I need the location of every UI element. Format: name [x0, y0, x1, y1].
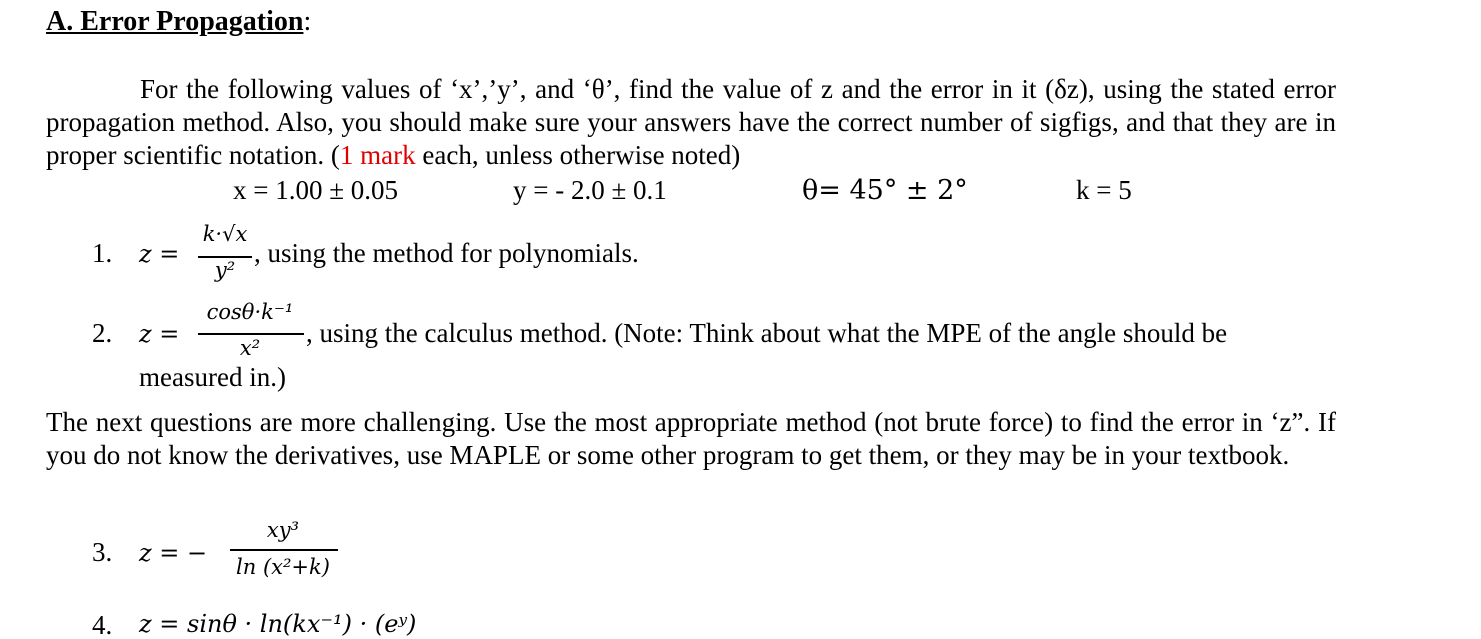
- intro-text-b: each, unless otherwise noted): [415, 140, 741, 170]
- q3-denominator: ln (x²+k): [236, 555, 330, 579]
- intro-text-a: For the following values of ‘x’,’y’, and ‘θ’, find the value of z and the error in it (δz), using the stated error propagation method. Also, you should make sure your answers have the correct number of sigfigs, and that they are in proper scientific notation. (: [46, 74, 1336, 170]
- q2-denominator: x²: [239, 336, 261, 360]
- q2-text: , using the calculus method. (Note: Think about what the MPE of the angle should be: [306, 318, 1228, 348]
- section-heading: [46, 6, 311, 38]
- q1-denominator: y²: [214, 258, 236, 282]
- mark-value: 1 mark: [339, 140, 416, 170]
- value-y: y = - 2.0 ± 0.1: [513, 175, 667, 205]
- q2-text-continued: measured in.): [139, 362, 286, 392]
- section-title: A. Error Propagation: [46, 6, 304, 37]
- q1-lhs: z =: [139, 240, 180, 268]
- value-theta: [802, 175, 968, 206]
- intro-paragraph: [46, 73, 1336, 172]
- q3-numerator: xy³: [266, 518, 300, 542]
- q4-expression: z = sinθ · ln(kx⁻¹) · (eʸ): [139, 610, 417, 638]
- q2-numerator: cosθ·k⁻¹: [206, 300, 294, 324]
- q2-lhs: z =: [139, 320, 180, 348]
- value-theta-text: θ= 45° ± 2°: [802, 175, 968, 206]
- q3-number: 3.: [92, 537, 113, 567]
- value-k: k = 5: [1076, 175, 1132, 205]
- value-x: x = 1.00 ± 0.05: [233, 175, 399, 205]
- q3-lhs: z = −: [139, 539, 208, 567]
- q2-fraction-bar: [198, 333, 304, 335]
- q3-fraction-bar: [230, 549, 338, 551]
- q2-number: 2.: [92, 318, 113, 348]
- challenge-paragraph: The next questions are more challenging. Use the most appropriate method (not brute force) to find the error in ‘z”. If you do not know the derivatives, use MAPLE or some other program to get them, or they may be in your textbook.: [46, 407, 1336, 470]
- q1-numerator: k·√x: [202, 222, 248, 246]
- section-title-colon: :: [303, 6, 312, 37]
- q1-text: , using the method for polynomials.: [254, 238, 639, 268]
- q4-number: 4.: [92, 610, 113, 639]
- q1-number: 1.: [92, 238, 113, 268]
